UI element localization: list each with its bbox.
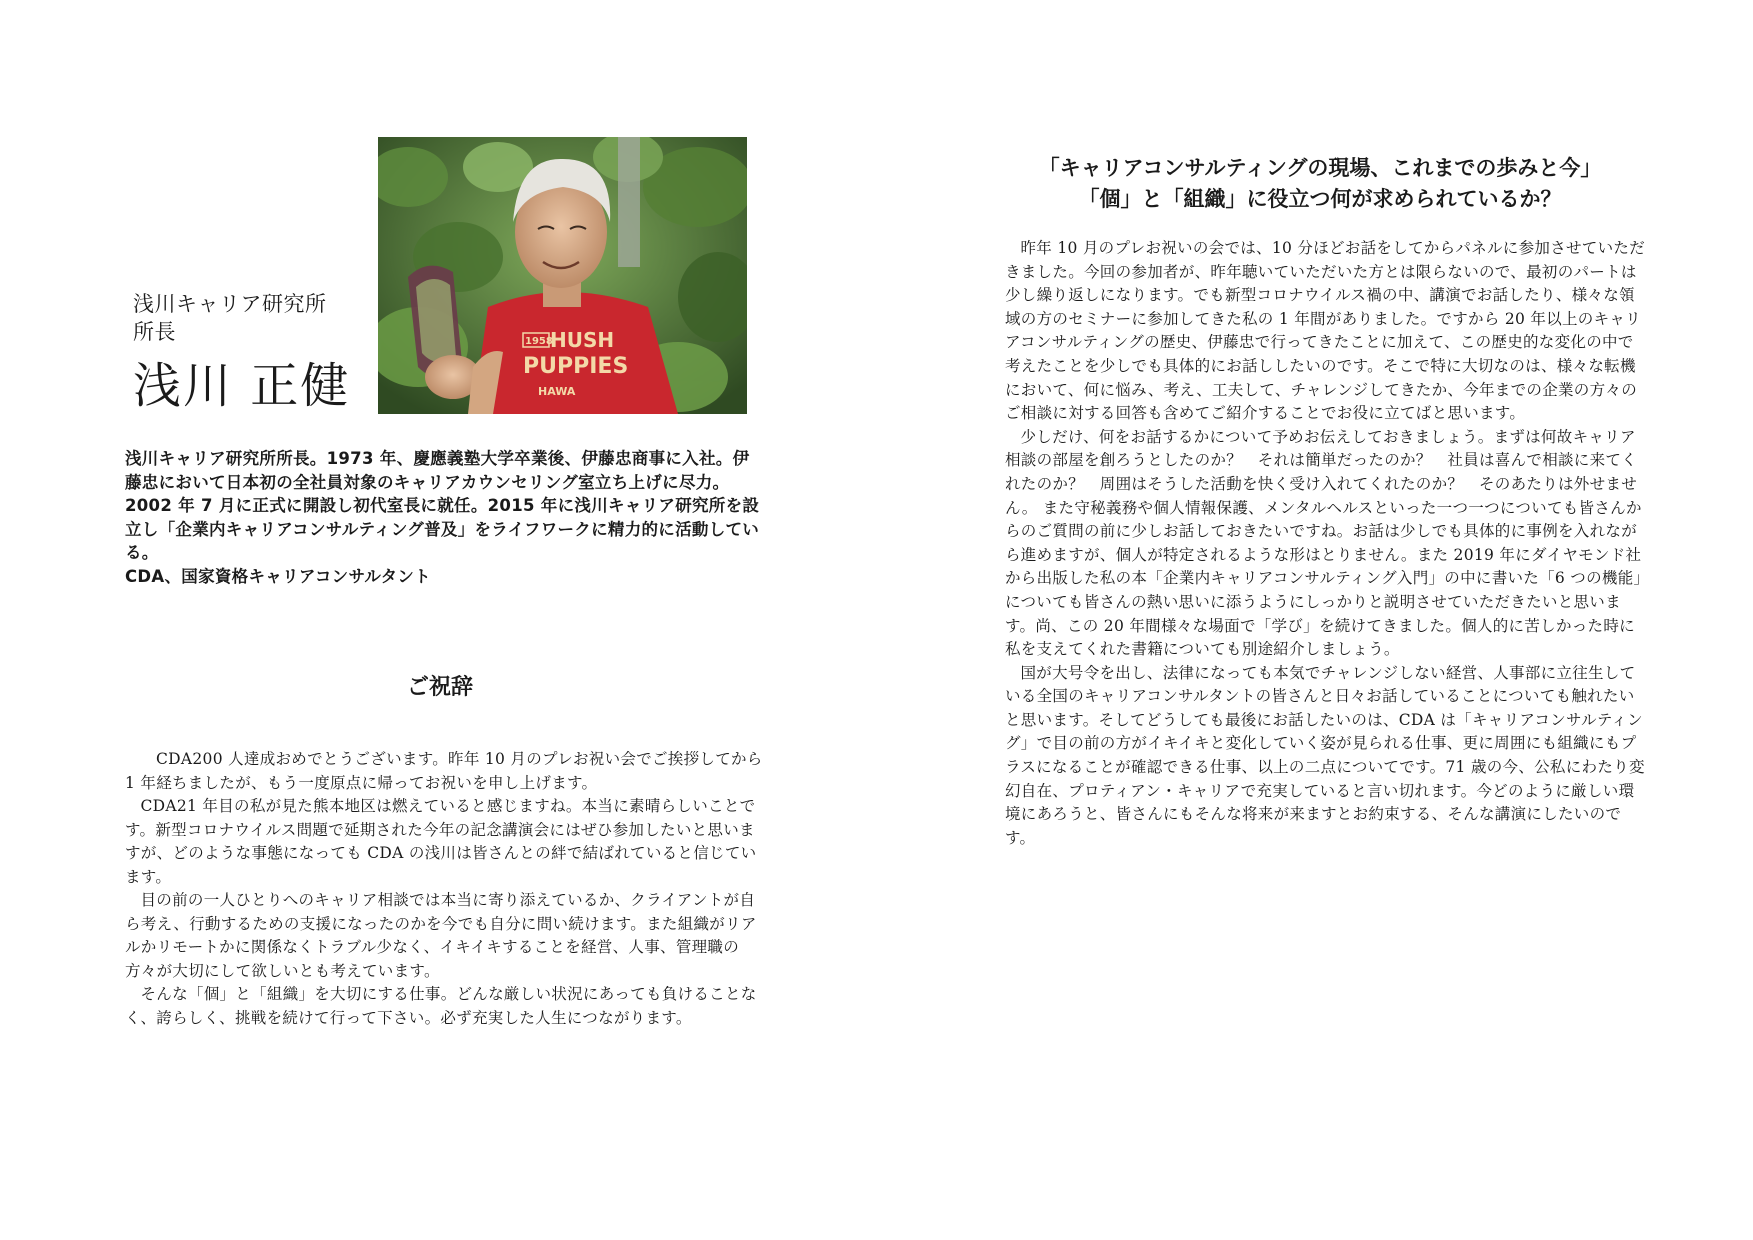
- shirt-print-line3: HAWA: [538, 385, 576, 398]
- person-name: 浅川 正健: [133, 358, 351, 414]
- affiliation-organization: 浅川キャリア研究所: [133, 292, 327, 316]
- greeting-body: [125, 748, 765, 1030]
- article-paragraph: 昨年 10 月のプレお祝いの会では、10 分ほどお話をしてからパネルに参加させていただきました。今回の参加者が、昨年聴いていただいた方とは限らないので、最初のパートは少し繰り返しになります。でも新型コロナウイルス禍の中、講演でお話したり、様々な領域の方のセミナーに参加してきた私の 1 年間がありました。ですから 20 年以上のキャリアコンサルティングの歴史、伊藤忠で行ってきたことに加えて、この歴史的な変化の中で考えたことを少しでも具体的にお話ししたいのです。そこで特に大切なのは、様々な転機において、何に悩み、考え、工夫して、チャレンジしてきたか、今年までの企業の方々のご相談に対する回答も含めてご紹介することでお役に立てばと思います。: [1005, 239, 1646, 423]
- article-paragraph: 少しだけ、何をお話するかについて予めお伝えしておきましょう。まずは何故キャリア相談の部屋を創ろうとしたのか？ それは簡単だったのか？ 社員は喜んで相談に来てくれたのか？ 周囲はそうした活動を快く受け入れてくれたのか？ そのあたりは外せません。 また守秘義務や個人情報保護、メンタルヘルスといった一つ一つについても皆さんからのご質問の前に少しお話しておきたいですね。お話は少しでも具体的に事例を入れながら進めますが、個人が特定されるような形はとりません。また 2019 年にダイヤモンド社から出版した私の本「企業内キャリアコンサルティング入門」の中に書いた「6 つの機能」についても皆さんの熱い思いに添うようにしっかりと説明させていただきたいと思います。尚、この 20 年間様々な場面で「学び」を続けてきました。個人的に苦しかった時に私を支えてくれた書籍についても別途紹介しましょう。: [1005, 427, 1642, 659]
- greeting-paragraph: そんな「個」と「組織」を大切にする仕事。どんな厳しい状況にあっても負けることなく、誇らしく、挑戦を続けて行って下さい。必ず充実した人生につながります。: [125, 985, 757, 1027]
- article-title: [1000, 152, 1640, 214]
- biography-credentials: CDA、国家資格キャリアコンサルタント: [125, 566, 431, 586]
- affiliation: [133, 290, 373, 346]
- biography-text: 浅川キャリア研究所所長。1973 年、慶應義塾大学卒業後、伊藤忠商事に入社。伊藤忠において日本初の全社員対象のキャリアカウンセリング室立ち上げに尽力。2002 年 7 月に正式に開設し初代室長に就任。2015 年に浅川キャリア研究所を設立し「企業内キャリアコンサルティング普及」をライフワークに精力的に活動している。: [125, 449, 760, 562]
- greeting-paragraph: 目の前の一人ひとりへのキャリア相談では本当に寄り添えているか、クライアントが自ら考え、行動するための支援になったのかを今でも自分に問い続けます。また組織がリアルかリモートかに関係なくトラブル少なく、イキイキすることを経営、人事、管理職の方々が大切にして欲しいとも考えています。: [125, 891, 757, 980]
- shirt-print-year: 1958: [525, 336, 553, 347]
- article-title-line2: 「個」と「組織」に役立つ何が求められているか？: [1078, 186, 1562, 211]
- article-title-line1: 「キャリアコンサルティングの現場、これまでの歩みと今」: [1038, 155, 1602, 180]
- shirt-print-line2: PUPPIES: [523, 354, 629, 379]
- article-paragraph: 国が大号令を出し、法律になっても本気でチャレンジしない経営、人事部に立往生している全国のキャリアコンサルタントの皆さんと日々お話していることについても触れたいと思います。そしてどうしても最後にお話したいのは、CDA は「キャリアコンサルティング」で目の前の方がイキイキと変化していく姿が見られる仕事、更に周囲にも組織にもプラスになることが確認できる仕事、以上の二点についてです。71 歳の今、公私にわたり変幻自在、プロティアン・キャリアで充実していると言い切れます。今どのように厳しい環境にあろうと、皆さんにもそんな将来が来ますとお約束する、そんな講演にしたいのです。: [1005, 663, 1645, 847]
- greeting-paragraph: CDA21 年目の私が見た熊本地区は燃えていると感じますね。本当に素晴らしいことです。新型コロナウイルス問題で延期された今年の記念講演会にはぜひ参加したいと思いますが、どのような事態になっても CDA の浅川は皆さんとの絆で結ばれていると信じています。: [125, 797, 757, 886]
- portrait-photo-image: [378, 137, 747, 414]
- greeting-title: ご祝辞: [406, 674, 473, 700]
- article-body: [1005, 237, 1645, 850]
- biography: [125, 447, 765, 588]
- greeting-paragraph: CDA200 人達成おめでとうございます。昨年 10 月のプレお祝い会でご挨拶してから 1 年経ちましたが、もう一度原点に帰ってお祝いを申し上げます。: [125, 750, 763, 792]
- shirt-print-line1: HUSH: [550, 328, 615, 352]
- affiliation-position: 所長: [133, 320, 176, 344]
- portrait-photo: [378, 137, 747, 414]
